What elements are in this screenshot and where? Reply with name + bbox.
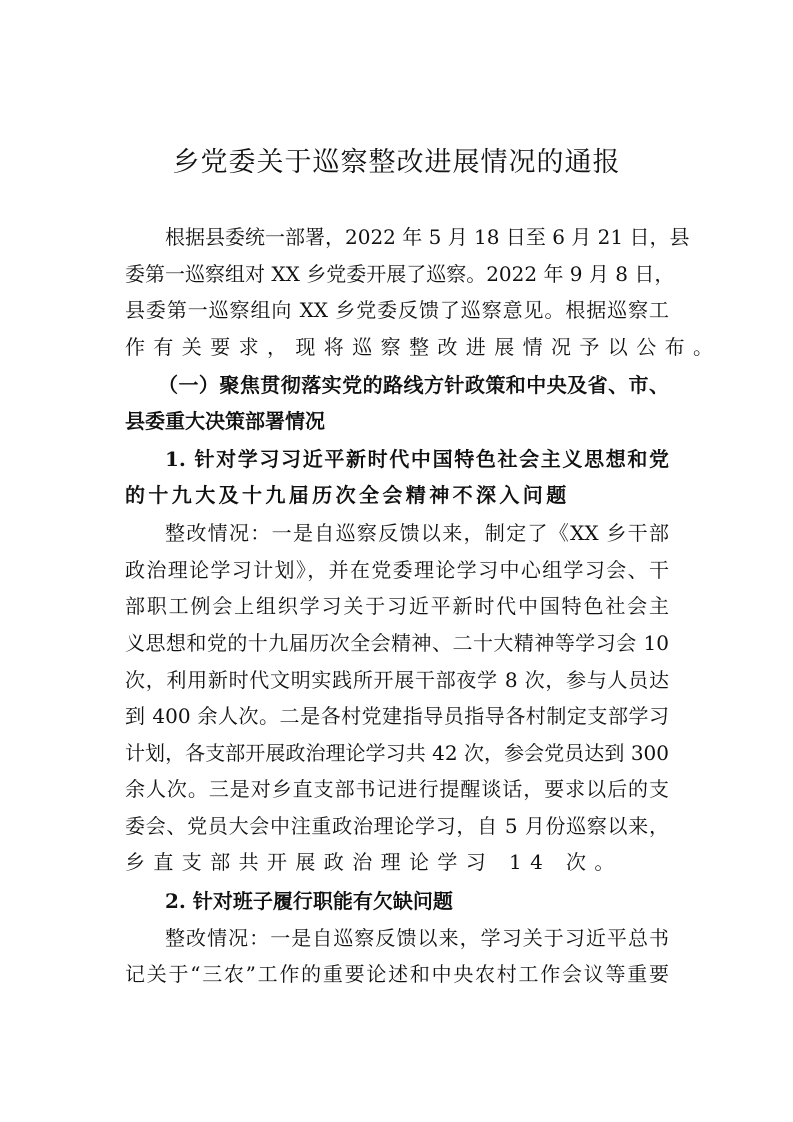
subheading-1: 1. 针对学习习近平新时代中国特色社会主义思想和党 (165, 447, 669, 471)
body-line: 次，利用新时代文明实践所开展干部夜学 8 次，参与人员达 (125, 668, 669, 692)
body-line: 乡直支部共开展政治理论学习 14 次。 (125, 850, 623, 874)
subheading-2: 2. 针对班子履行职能有欠缺问题 (165, 889, 453, 913)
body-line: 政治理论学习计划》，并在党委理论学习中心组学习会、干 (125, 558, 669, 582)
body-line: 整改情况：一是自巡察反馈以来，制定了《XX 乡干部 (165, 521, 669, 545)
body-line: 委会、党员大会中注重政治理论学习，自 5 月份巡察以来， (125, 814, 669, 838)
body-line: 计划，各支部开展政治理论学习共 42 次，参会党员达到 300 (125, 741, 669, 765)
intro-line: 县委第一巡察组向 XX 乡党委反馈了巡察意见。根据巡察工 (125, 298, 669, 322)
section-heading-1: 县委重大决策部署情况 (125, 409, 325, 433)
subheading-1: 的十九大及十九届历次全会精神不深入问题 (125, 483, 570, 507)
intro-line: 委第一巡察组对 XX 乡党委开展了巡察。2022 年 9 月 8 日， (125, 262, 675, 286)
body-line: 余人次。三是对乡直支部书记进行提醒谈话，要求以后的支 (125, 777, 669, 801)
body-line: 义思想和党的十九届历次全会精神、二十大精神等学习会 10 (125, 631, 669, 655)
document-title: 乡党委关于巡察整改进展情况的通报 (172, 147, 621, 178)
section-heading-1: （一）聚焦贯彻落实党的路线方针政策和中央及省、市、 (158, 373, 669, 397)
body-line: 记关于“三农”工作的重要论述和中央农村工作会议等重要 (125, 962, 669, 986)
intro-line: 根据县委统一部署，2022 年 5 月 18 日至 6 月 21 日，县 (165, 225, 690, 249)
body-line: 到 400 余人次。二是各村党建指导员指导各村制定支部学习 (125, 704, 669, 728)
intro-line: 作有关要求，现将巡察整改进展情况予以公布。 (125, 335, 722, 359)
body-line: 整改情况：一是自巡察反馈以来，学习关于习近平总书 (165, 926, 669, 950)
body-line: 部职工例会上组织学习关于习近平新时代中国特色社会主 (125, 594, 669, 618)
